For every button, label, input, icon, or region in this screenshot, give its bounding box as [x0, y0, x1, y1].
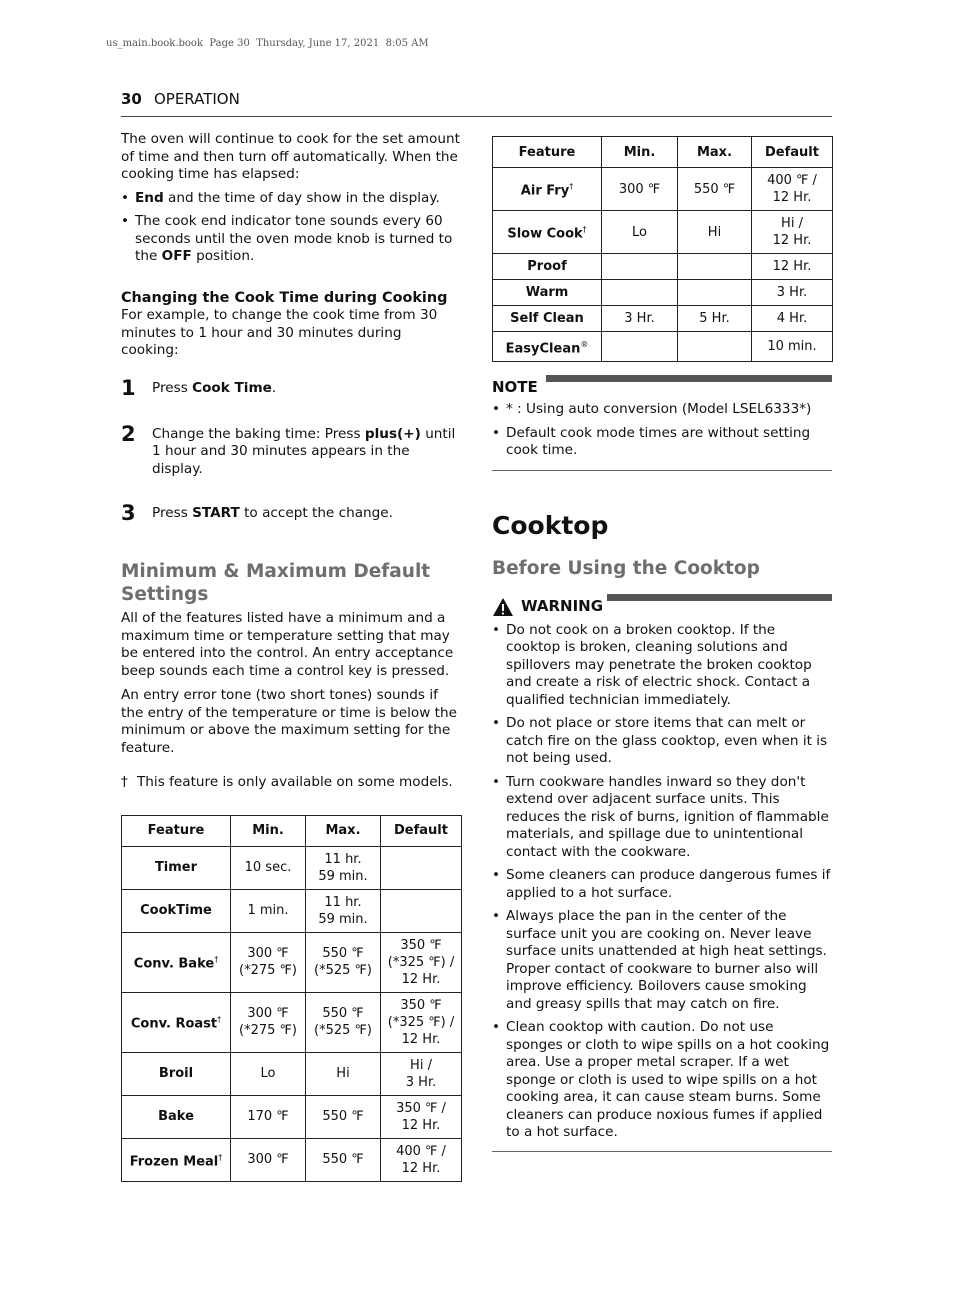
minmax-paragraph-1: All of the features listed have a minimum and a maximum time or temperature setting that may be entered into the control. An entry acceptance beep sounds each time a control key is pressed.	[121, 610, 454, 679]
cell-feature	[493, 306, 602, 332]
warning-item: • Do not place or store items that can melt or catch fire on the glass cooktop, even when it is not being used.	[492, 715, 832, 768]
default-settings-table-1	[121, 815, 462, 1182]
note-item: • Default cook mode times are without setting cook time.	[492, 425, 832, 460]
table-row	[122, 1138, 462, 1181]
step-2	[121, 423, 461, 479]
cell-default: 3 Hr.	[752, 280, 833, 306]
cell-feature	[122, 1138, 231, 1181]
cell-max: 550 ℉ (*525 ℉)	[306, 992, 381, 1052]
cell-default: 350 ℉ (*325 ℉) / 12 Hr.	[381, 992, 462, 1052]
warning-list	[492, 622, 832, 1142]
feature-mark: †	[582, 225, 587, 235]
cell-max	[678, 254, 752, 280]
list-item-text: The cook end indicator tone sounds every 60 seconds until the oven mode knob is turned to the	[135, 213, 453, 264]
feature-name: Bake	[158, 1109, 194, 1124]
step-3	[121, 502, 461, 524]
cell-min: 300 ℉	[602, 168, 678, 211]
cell-max: 550 ℉	[678, 168, 752, 211]
cell-min: 10 sec.	[231, 846, 306, 889]
bold-term: OFF	[161, 248, 192, 264]
step-number: 1	[121, 375, 136, 400]
note-item: • * : Using auto conversion (Model LSEL6333*)	[492, 401, 832, 419]
dagger-symbol: †	[121, 774, 128, 790]
col-header-max: Max.	[306, 815, 381, 846]
table-row	[122, 846, 462, 889]
right-column	[492, 136, 832, 1152]
cell-feature	[122, 889, 231, 932]
table-header-row	[122, 815, 462, 846]
cell-default: 4 Hr.	[752, 306, 833, 332]
feature-name: Self Clean	[510, 311, 584, 326]
cell-max	[678, 280, 752, 306]
book-header: us_main.book.book Page 30 Thursday, June 17, 2021 8:05 AM	[106, 38, 429, 49]
cell-default: Hi / 12 Hr.	[752, 211, 833, 254]
left-column	[121, 130, 461, 1182]
table-row	[122, 889, 462, 932]
cell-min: 300 ℉ (*275 ℉)	[231, 932, 306, 992]
warning-title: WARNING	[521, 597, 604, 616]
cell-min: 170 ℉	[231, 1095, 306, 1138]
cell-feature	[493, 211, 602, 254]
cell-max: 11 hr. 59 min.	[306, 889, 381, 932]
cell-default: 350 ℉ / 12 Hr.	[381, 1095, 462, 1138]
cell-max: 5 Hr.	[678, 306, 752, 332]
cell-max: 11 hr. 59 min.	[306, 846, 381, 889]
minmax-paragraph-2: An entry error tone (two short tones) sounds if the entry of the temperature or time is below the minimum or above the maximum setting for the feature.	[121, 687, 457, 756]
step-text	[152, 423, 461, 479]
cell-default: Hi / 3 Hr.	[381, 1052, 462, 1095]
step-bold: plus(+)	[364, 425, 421, 442]
warning-item: • Always place the pan in the center of the surface unit you are cooking on. Never leave surface units unattended at high heat settings. Proper contact of cookware to burner also will improve efficiency. Boilovers cause smoking and greasy spills that may catch on fire.	[492, 908, 832, 1013]
list-item-text: and the time of day show in the display.	[163, 189, 440, 206]
cell-max: 550 ℉	[306, 1138, 381, 1181]
col-header-default: Default	[381, 815, 462, 846]
dagger-note-text: This feature is only available on some models.	[137, 774, 453, 790]
step-text-part: until 1 hour and 30 minutes appears in the display.	[152, 425, 456, 477]
feature-name: Conv. Bake	[133, 956, 215, 972]
step-text-part: Press	[152, 379, 193, 396]
table-row	[122, 1052, 462, 1095]
table-row	[122, 992, 462, 1052]
dagger-note	[121, 774, 461, 792]
cell-feature	[122, 1052, 231, 1095]
elapsed-list	[121, 190, 461, 266]
feature-name: Conv. Roast	[130, 1016, 218, 1032]
cell-default: 12 Hr.	[752, 254, 833, 280]
cell-min: 300 ℉ (*275 ℉)	[231, 992, 306, 1052]
table-row	[493, 280, 833, 306]
change-cook-time-heading: Changing the Cook Time during Cooking	[121, 289, 448, 306]
feature-name: Timer	[154, 860, 198, 875]
feature-mark: †	[217, 1015, 222, 1025]
cell-default: 400 ℉ / 12 Hr.	[752, 168, 833, 211]
page-number: 30	[121, 90, 142, 108]
warning-divider	[492, 1151, 832, 1152]
cell-default	[381, 846, 462, 889]
table-row	[493, 168, 833, 211]
before-using-heading: Before Using the Cooktop	[492, 557, 760, 579]
cell-min: 1 min.	[231, 889, 306, 932]
cell-default: 10 min.	[752, 332, 833, 362]
table-row	[122, 932, 462, 992]
feature-mark: †	[569, 182, 574, 192]
cell-min: 3 Hr.	[602, 306, 678, 332]
warning-item: • Do not cook on a broken cooktop. If the cooktop is broken, cleaning solutions and spillovers may penetrate the broken cooktop and create a risk of electric shock. Contact a qualified technician immediately.	[492, 622, 832, 710]
feature-mark: ®	[580, 340, 589, 349]
col-header-min: Min.	[231, 815, 306, 846]
col-header-feature: Feature	[122, 815, 231, 846]
intro-paragraph: The oven will continue to cook for the set amount of time and then turn off automatically. When the cooking time has elapsed:	[121, 131, 460, 182]
table-row	[493, 332, 833, 362]
col-header-default: Default	[752, 137, 833, 168]
table-row	[493, 211, 833, 254]
step-text-part: Change the baking time: Press	[152, 425, 365, 442]
col-header-feature: Feature	[493, 137, 602, 168]
cell-feature	[493, 168, 602, 211]
cell-max: Hi	[306, 1052, 381, 1095]
feature-name: CookTime	[140, 903, 212, 918]
step-bold: START	[192, 505, 240, 521]
cell-feature	[493, 254, 602, 280]
step-text	[152, 377, 461, 398]
step-1	[121, 377, 461, 399]
note-header	[492, 375, 832, 399]
cell-min	[602, 332, 678, 362]
feature-mark: †	[214, 955, 219, 965]
table-row	[493, 306, 833, 332]
step-bold: Cook Time	[192, 379, 272, 396]
feature-mark: †	[218, 1152, 223, 1162]
cooktop-title: Cooktop	[492, 510, 609, 540]
step-text-part: .	[271, 379, 277, 396]
note-bar	[546, 375, 832, 382]
change-cook-time-intro: For example, to change the cook time from 30 minutes to 1 hour and 30 minutes during cooking:	[121, 307, 438, 358]
warning-header	[492, 594, 832, 620]
page-header	[121, 89, 832, 117]
warning-item: • Turn cookware handles inward so they don't extend over adjacent surface units. This reduces the risk of burns, ignition of flammable materials, and spillage due to unintentional contact with the cookware.	[492, 774, 832, 862]
cell-feature	[122, 1095, 231, 1138]
cell-feature	[122, 992, 231, 1052]
feature-name: EasyClean	[505, 341, 581, 357]
cell-feature	[122, 846, 231, 889]
feature-name: Frozen Meal	[129, 1154, 219, 1170]
warning-bar	[607, 594, 832, 601]
warning-triangle-icon	[492, 597, 514, 617]
list-item	[121, 213, 461, 266]
cell-feature	[493, 280, 602, 306]
note-list	[492, 401, 832, 460]
cell-max: Hi	[678, 211, 752, 254]
bold-term: End	[135, 189, 164, 206]
step-text-part: to accept the change.	[239, 505, 393, 521]
list-item-text: position.	[191, 248, 255, 264]
cell-min: 300 ℉	[231, 1138, 306, 1181]
cell-feature	[493, 332, 602, 362]
step-number: 3	[121, 501, 136, 525]
cell-default: 350 ℉ (*325 ℉) / 12 Hr.	[381, 932, 462, 992]
warning-item: • Clean cooktop with caution. Do not use sponges or cloth to wipe spills on a hot cooking area. Use a proper metal scraper. If a wet sponge or cloth is used to wipe spills on a hot cooking area, it can cause steam burns. Some cleaners can produce noxious fumes if applied to a hot surface.	[492, 1019, 832, 1142]
step-text	[152, 502, 461, 523]
note-divider	[492, 470, 832, 471]
table-row	[122, 1095, 462, 1138]
cell-feature	[122, 932, 231, 992]
warning-item: • Some cleaners can produce dangerous fumes if applied to a hot surface.	[492, 867, 832, 902]
note-title: NOTE	[492, 377, 538, 396]
feature-name: Slow Cook	[507, 226, 583, 242]
cell-min: Lo	[231, 1052, 306, 1095]
cell-min	[602, 254, 678, 280]
feature-name: Proof	[527, 259, 567, 274]
list-item	[121, 190, 461, 208]
col-header-max: Max.	[678, 137, 752, 168]
cell-min: Lo	[602, 211, 678, 254]
cell-max	[678, 332, 752, 362]
cell-default: 400 ℉ / 12 Hr.	[381, 1138, 462, 1181]
page-section: OPERATION	[153, 90, 240, 108]
step-number: 2	[121, 421, 136, 446]
feature-name: Warm	[525, 285, 569, 300]
col-header-min: Min.	[602, 137, 678, 168]
table-header-row	[493, 137, 833, 168]
minmax-heading: Minimum & Maximum Default Settings	[121, 561, 431, 605]
cell-max: 550 ℉ (*525 ℉)	[306, 932, 381, 992]
cell-default	[381, 889, 462, 932]
feature-name: Broil	[158, 1066, 194, 1081]
default-settings-table-2	[492, 136, 833, 362]
cell-max: 550 ℉	[306, 1095, 381, 1138]
cell-min	[602, 280, 678, 306]
feature-name: Air Fry	[520, 183, 570, 199]
table-row	[493, 254, 833, 280]
step-text-part: Press	[152, 505, 193, 521]
